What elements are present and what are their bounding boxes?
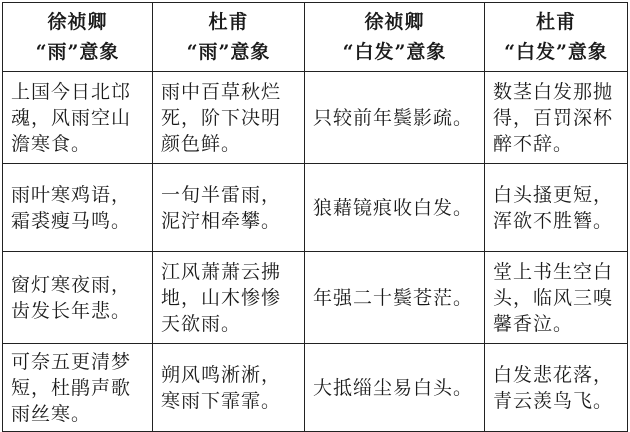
table-cell: 一旬半雷雨，泥泞相牵攀。 [153, 164, 305, 252]
table-row [3, 72, 628, 164]
header-imagery: “雨”意象 [35, 41, 120, 63]
table-row [3, 344, 628, 432]
table-cell: 年强二十鬓苍茫。 [305, 252, 485, 344]
table-cell: 白发悲花落，青云羡鸟飞。 [485, 344, 628, 432]
header-du-rain [153, 3, 305, 72]
header-row [3, 3, 628, 72]
table-cell: 窗灯寒夜雨，齿发长年悲。 [3, 252, 153, 344]
header-du-white-hair [485, 3, 628, 72]
header-poet: 杜甫 [535, 11, 576, 33]
table-cell: 雨中百草秋烂死，阶下决明颜色鲜。 [153, 72, 305, 164]
poem-comparison-table [2, 2, 628, 432]
header-imagery: “雨”意象 [186, 41, 271, 63]
table-cell: 江风萧萧云拂地，山木惨惨天欲雨。 [153, 252, 305, 344]
table-cell: 大抵缁尘易白头。 [305, 344, 485, 432]
table-row [3, 252, 628, 344]
table-cell: 堂上书生空白头，临风三嗅馨香泣。 [485, 252, 628, 344]
table-cell: 可奈五更清梦短，杜鹃声歌雨丝寒。 [3, 344, 153, 432]
header-poet: 徐祯卿 [364, 11, 425, 33]
table-cell: 白头搔更短，浑欲不胜簪。 [485, 164, 628, 252]
table-row [3, 164, 628, 252]
header-poet: 杜甫 [208, 11, 249, 33]
header-xu-white-hair [305, 3, 485, 72]
table-cell: 只较前年鬓影疏。 [305, 72, 485, 164]
table-cell: 数茎白发那抛得，百罚深杯醉不辞。 [485, 72, 628, 164]
header-xu-rain [3, 3, 153, 72]
table-cell: 朔风鸣淅淅，寒雨下霏霏。 [153, 344, 305, 432]
table-cell: 狼藉镜痕收白发。 [305, 164, 485, 252]
header-imagery: “白发”意象 [504, 41, 608, 63]
header-imagery: “白发”意象 [342, 41, 447, 63]
table-cell: 雨叶寒鸡语，霜裘瘦马鸣。 [3, 164, 153, 252]
header-poet: 徐祯卿 [47, 11, 108, 33]
table-cell: 上国今日北邙魂，风雨空山澹寒食。 [3, 72, 153, 164]
